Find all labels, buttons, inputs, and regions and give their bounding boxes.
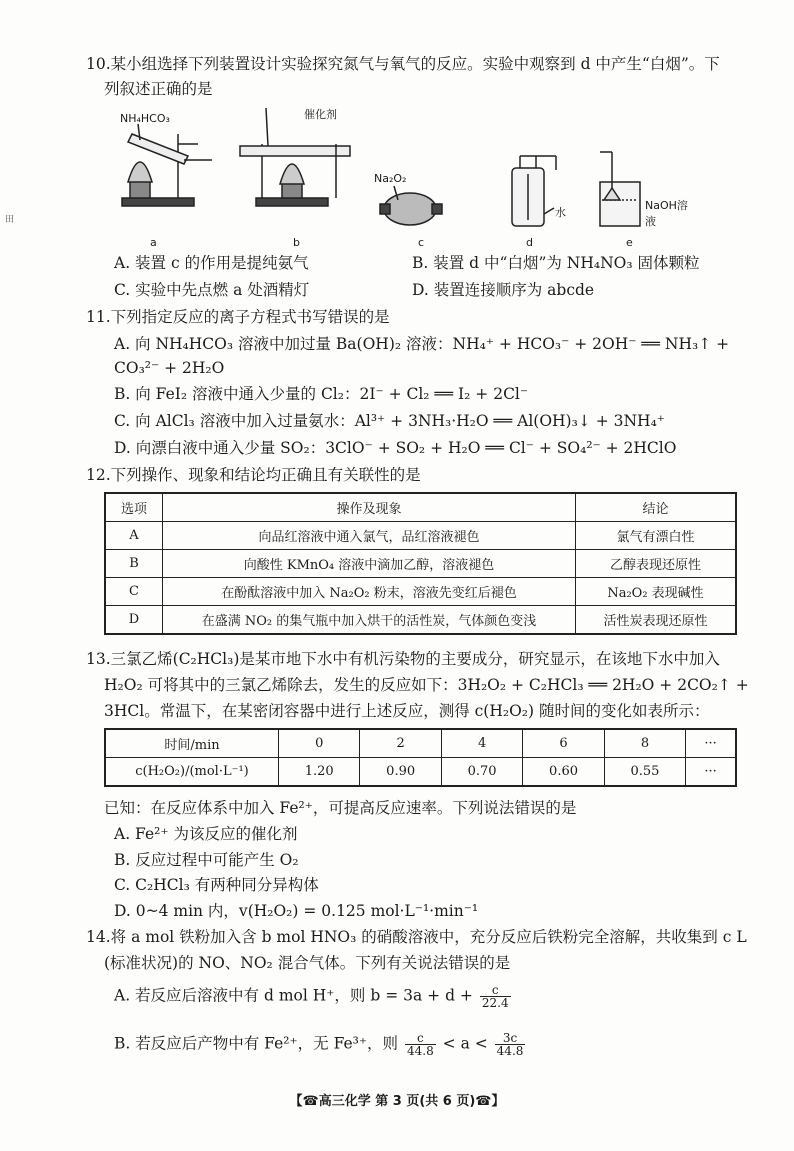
q11-stem: 11.下列指定反应的离子方程式书写错误的是 — [86, 308, 390, 326]
q11-option-b: B. 向 FeI₂ 溶液中通入少量的 Cl₂：2I⁻ + Cl₂ ══ I₂ + 2Cl⁻ — [114, 385, 529, 403]
q13-option-b: B. 反应过程中可能产生 O₂ — [114, 851, 299, 869]
fraction — [405, 1032, 436, 1057]
q11-option-a-line1: A. 向 NH₄HCO₃ 溶液中加过量 Ba(OH)₂ 溶液：NH₄⁺ + HCO₃⁻ + 2OH⁻ ══ NH₃↑ + — [114, 335, 730, 353]
q13-stem-line1: 13.三氯乙烯(C₂HCl₃)是某市地下水中有机污染物的主要成分，研究显示，在该地下水中加入 — [86, 650, 720, 668]
label-nh4hco3: NH₄HCO₃ — [120, 112, 170, 125]
row-a-operation: 向品红溶液中通入氯气，品红溶液褪色 — [163, 522, 576, 550]
caption-d: d — [526, 236, 533, 249]
label-naoh-solution: NaOH溶液 — [645, 199, 688, 228]
q14-option-a — [114, 984, 513, 1009]
page-footer: 【☎高三化学 第 3 页(共 6 页)☎】 — [289, 1094, 505, 1109]
denominator: 44.8 — [407, 1044, 434, 1058]
q13-table — [104, 728, 737, 787]
apparatus-figure — [118, 104, 698, 254]
caption-e: e — [626, 236, 633, 249]
numerator: c — [405, 1032, 436, 1045]
time-cell: ··· — [686, 729, 736, 758]
table-row — [105, 578, 736, 606]
concentration-label: c(H₂O₂)/(mol·L⁻¹) — [105, 758, 279, 787]
q14-stem-line2: (标准状况)的 NO、NO₂ 混合气体。下列有关说法错误的是 — [104, 954, 511, 972]
caption-c: c — [418, 236, 425, 249]
apparatus-drawing — [118, 104, 698, 254]
header-operation: 操作及现象 — [163, 493, 576, 522]
table-row — [105, 550, 736, 578]
q12-stem: 12.下列操作、现象和结论均正确且有关联性的是 — [86, 466, 421, 484]
header-conclusion: 结论 — [576, 493, 737, 522]
caption-a: a — [150, 236, 157, 249]
table-row — [105, 729, 736, 758]
q10-stem-line2: 列叙述正确的是 — [104, 80, 213, 98]
denominator: 22.4 — [481, 996, 509, 1010]
table-row — [105, 758, 736, 787]
q13-option-c: C. C₂HCl₃ 有两种同分异构体 — [114, 876, 319, 894]
conc-cell: 0.55 — [604, 758, 685, 787]
label-catalyst: 催化剂 — [304, 108, 337, 121]
numerator: c — [480, 984, 511, 997]
denominator: 44.8 — [496, 1044, 524, 1058]
conc-cell: 0.90 — [360, 758, 441, 787]
apparatus-e — [600, 152, 640, 226]
q13-option-d: D. 0~4 min 内，v(H₂O₂) = 0.125 mol·L⁻¹·min⁻¹ — [114, 902, 479, 920]
apparatus-a — [122, 124, 212, 206]
time-label: 时间/min — [105, 729, 279, 758]
row-c-operation: 在酚酞溶液中加入 Na₂O₂ 粉末，溶液先变红后褪色 — [163, 578, 576, 606]
row-a-option: A — [105, 522, 163, 550]
conc-cell: 1.20 — [279, 758, 360, 787]
q12-table — [104, 492, 737, 635]
conc-cell: 0.60 — [523, 758, 604, 787]
label-water: 水 — [555, 206, 566, 219]
time-cell: 8 — [604, 729, 685, 758]
fraction — [480, 984, 511, 1009]
header-option: 选项 — [105, 493, 163, 522]
fraction — [495, 1032, 526, 1057]
row-c-option: C — [105, 578, 163, 606]
label-na2o2: Na₂O₂ — [374, 172, 407, 185]
conc-cell: 0.70 — [441, 758, 522, 787]
q11-option-d: D. 向漂白液中通入少量 SO₂：3ClO⁻ + SO₂ + H₂O ══ Cl⁻ + SO₄²⁻ + 2HClO — [114, 439, 677, 457]
conc-cell: ··· — [686, 758, 736, 787]
time-cell: 0 — [279, 729, 360, 758]
q14-option-a-text: A. 若反应后溶液中有 d mol H⁺，则 b = 3a + d + — [114, 986, 473, 1005]
table-header-row — [105, 493, 736, 522]
table-row — [105, 522, 736, 550]
q10-option-b: B. 装置 d 中“白烟”为 NH₄NO₃ 固体颗粒 — [412, 254, 700, 272]
table-row — [105, 606, 736, 635]
q10-option-d: D. 装置连接顺序为 abcde — [412, 281, 595, 299]
row-c-conclusion: Na₂O₂ 表现碱性 — [576, 578, 737, 606]
row-d-operation: 在盛满 NO₂ 的集气瓶中加入烘干的活性炭，气体颜色变浅 — [163, 606, 576, 635]
q13-known: 已知：在反应体系中加入 Fe²⁺，可提高反应速率。下列说法错误的是 — [104, 799, 577, 817]
margin-mark: 田 — [3, 214, 13, 223]
apparatus-c — [380, 186, 442, 225]
inequality-middle: < a < — [442, 1034, 488, 1053]
q11-option-c: C. 向 AlCl₃ 溶液中加入过量氨水：Al³⁺ + 3NH₃·H₂O ══ Al(OH)₃↓ + 3NH₄⁺ — [114, 412, 665, 430]
row-b-option: B — [105, 550, 163, 578]
row-d-conclusion: 活性炭表现还原性 — [576, 606, 737, 635]
q10-option-c: C. 实验中先点燃 a 处酒精灯 — [114, 281, 310, 299]
row-b-operation: 向酸性 KMnO₄ 溶液中滴加乙醇，溶液褪色 — [163, 550, 576, 578]
q13-option-a: A. Fe²⁺ 为该反应的催化剂 — [114, 825, 298, 843]
q14-stem-line1: 14.将 a mol 铁粉加入含 b mol HNO₃ 的硝酸溶液中，充分反应后铁粉完全溶解，共收集到 c L — [86, 928, 747, 946]
row-a-conclusion: 氯气有漂白性 — [576, 522, 737, 550]
apparatus-d — [512, 156, 556, 226]
numerator: 3c — [495, 1032, 526, 1045]
q10-stem-line1: 10.某小组选择下列装置设计实验探究氮气与氧气的反应。实验中观察到 d 中产生“白烟”。下 — [86, 55, 720, 73]
row-d-option: D — [105, 606, 163, 635]
q11-option-a-line2: CO₃²⁻ + 2H₂O — [114, 359, 225, 377]
time-cell: 2 — [360, 729, 441, 758]
q10-option-a: A. 装置 c 的作用是提纯氨气 — [114, 254, 309, 272]
caption-b: b — [293, 236, 300, 249]
q13-stem-line2: H₂O₂ 可将其中的三氯乙烯除去，发生的反应如下：3H₂O₂ + C₂HCl₃ ══ 2H₂O + 2CO₂↑ + — [104, 676, 749, 694]
time-cell: 4 — [441, 729, 522, 758]
q14-option-b — [114, 1032, 527, 1057]
q13-stem-line3: 3HCl。常温下，在某密闭容器中进行上述反应，测得 c(H₂O₂) 随时间的变化如表所示： — [104, 702, 710, 720]
time-cell: 6 — [523, 729, 604, 758]
apparatus-b — [240, 108, 350, 206]
q14-option-b-text: B. 若反应后产物中有 Fe²⁺，无 Fe³⁺，则 — [114, 1034, 399, 1053]
row-b-conclusion: 乙醇表现还原性 — [576, 550, 737, 578]
